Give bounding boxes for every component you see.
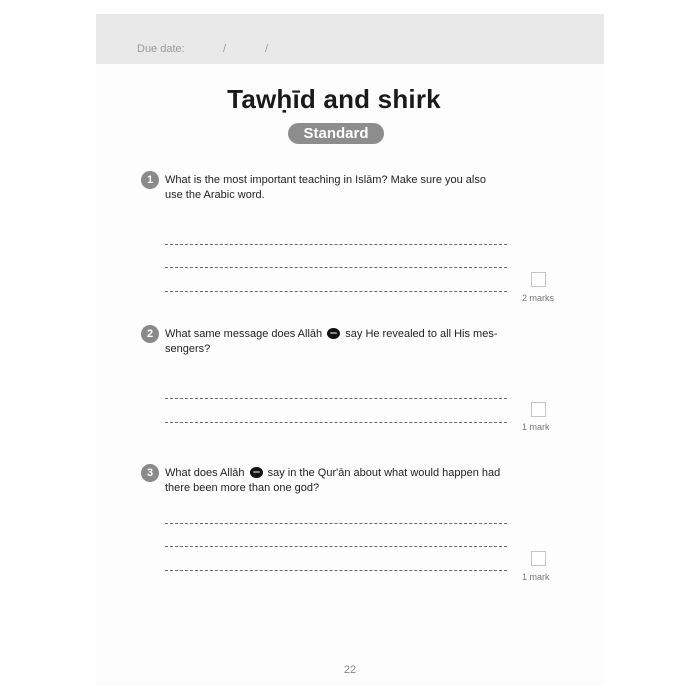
question-1-answer-line[interactable] bbox=[165, 244, 507, 245]
question-1-text bbox=[165, 173, 515, 203]
question-3-answer-line[interactable] bbox=[165, 570, 507, 571]
question-3-line-1 bbox=[165, 466, 515, 481]
page-title: Tawḥīd and shirk bbox=[227, 84, 441, 114]
question-2-answer-line[interactable] bbox=[165, 422, 507, 423]
worksheet-page bbox=[96, 14, 604, 686]
question-1-mark-box[interactable] bbox=[531, 272, 546, 287]
question-1-number: 1 bbox=[141, 171, 159, 189]
due-date-bar bbox=[96, 14, 604, 64]
question-1-marks-label: 2 marks bbox=[522, 293, 555, 303]
question-1-line-2: use the Arabic word. bbox=[165, 189, 265, 201]
due-date-label: Due date: bbox=[137, 43, 185, 55]
question-2-mark-box[interactable] bbox=[531, 402, 546, 417]
level-badge: Standard bbox=[288, 123, 384, 144]
question-2-line-1-a: What same message does Allāh bbox=[165, 328, 323, 340]
question-1-answer-line[interactable] bbox=[165, 267, 507, 268]
question-2-answer-line[interactable] bbox=[165, 398, 507, 399]
question-2-line-1 bbox=[165, 327, 515, 342]
question-3-mark-box[interactable] bbox=[531, 551, 546, 566]
question-1-line-1: What is the most important teaching in Islām? Make sure you also bbox=[165, 174, 486, 186]
question-3-answer-line[interactable] bbox=[165, 523, 507, 524]
question-3-answer-line[interactable] bbox=[165, 546, 507, 547]
question-3-line-1-a: What does Allāh bbox=[165, 467, 245, 479]
due-date-slash-2: / bbox=[265, 43, 269, 55]
question-2-text bbox=[165, 327, 515, 357]
question-1-answer-line[interactable] bbox=[165, 291, 507, 292]
question-2-line-1-b: say He revealed to all His mes- bbox=[345, 328, 498, 340]
page-number: 22 bbox=[343, 664, 357, 676]
question-3-number: 3 bbox=[141, 464, 159, 482]
honorific-seal-icon bbox=[250, 467, 263, 478]
question-2-number: 2 bbox=[141, 325, 159, 343]
due-date-slash-1: / bbox=[223, 43, 227, 55]
question-2-line-2: sengers? bbox=[165, 343, 211, 355]
question-3-text bbox=[165, 466, 515, 496]
question-3-marks-label: 1 mark bbox=[522, 572, 550, 582]
question-3-line-2: there been more than one god? bbox=[165, 482, 320, 494]
question-3-line-1-b: say in the Qur'ān about what would happen had bbox=[267, 467, 501, 479]
question-2-marks-label: 1 mark bbox=[522, 422, 550, 432]
honorific-seal-icon bbox=[327, 328, 340, 339]
